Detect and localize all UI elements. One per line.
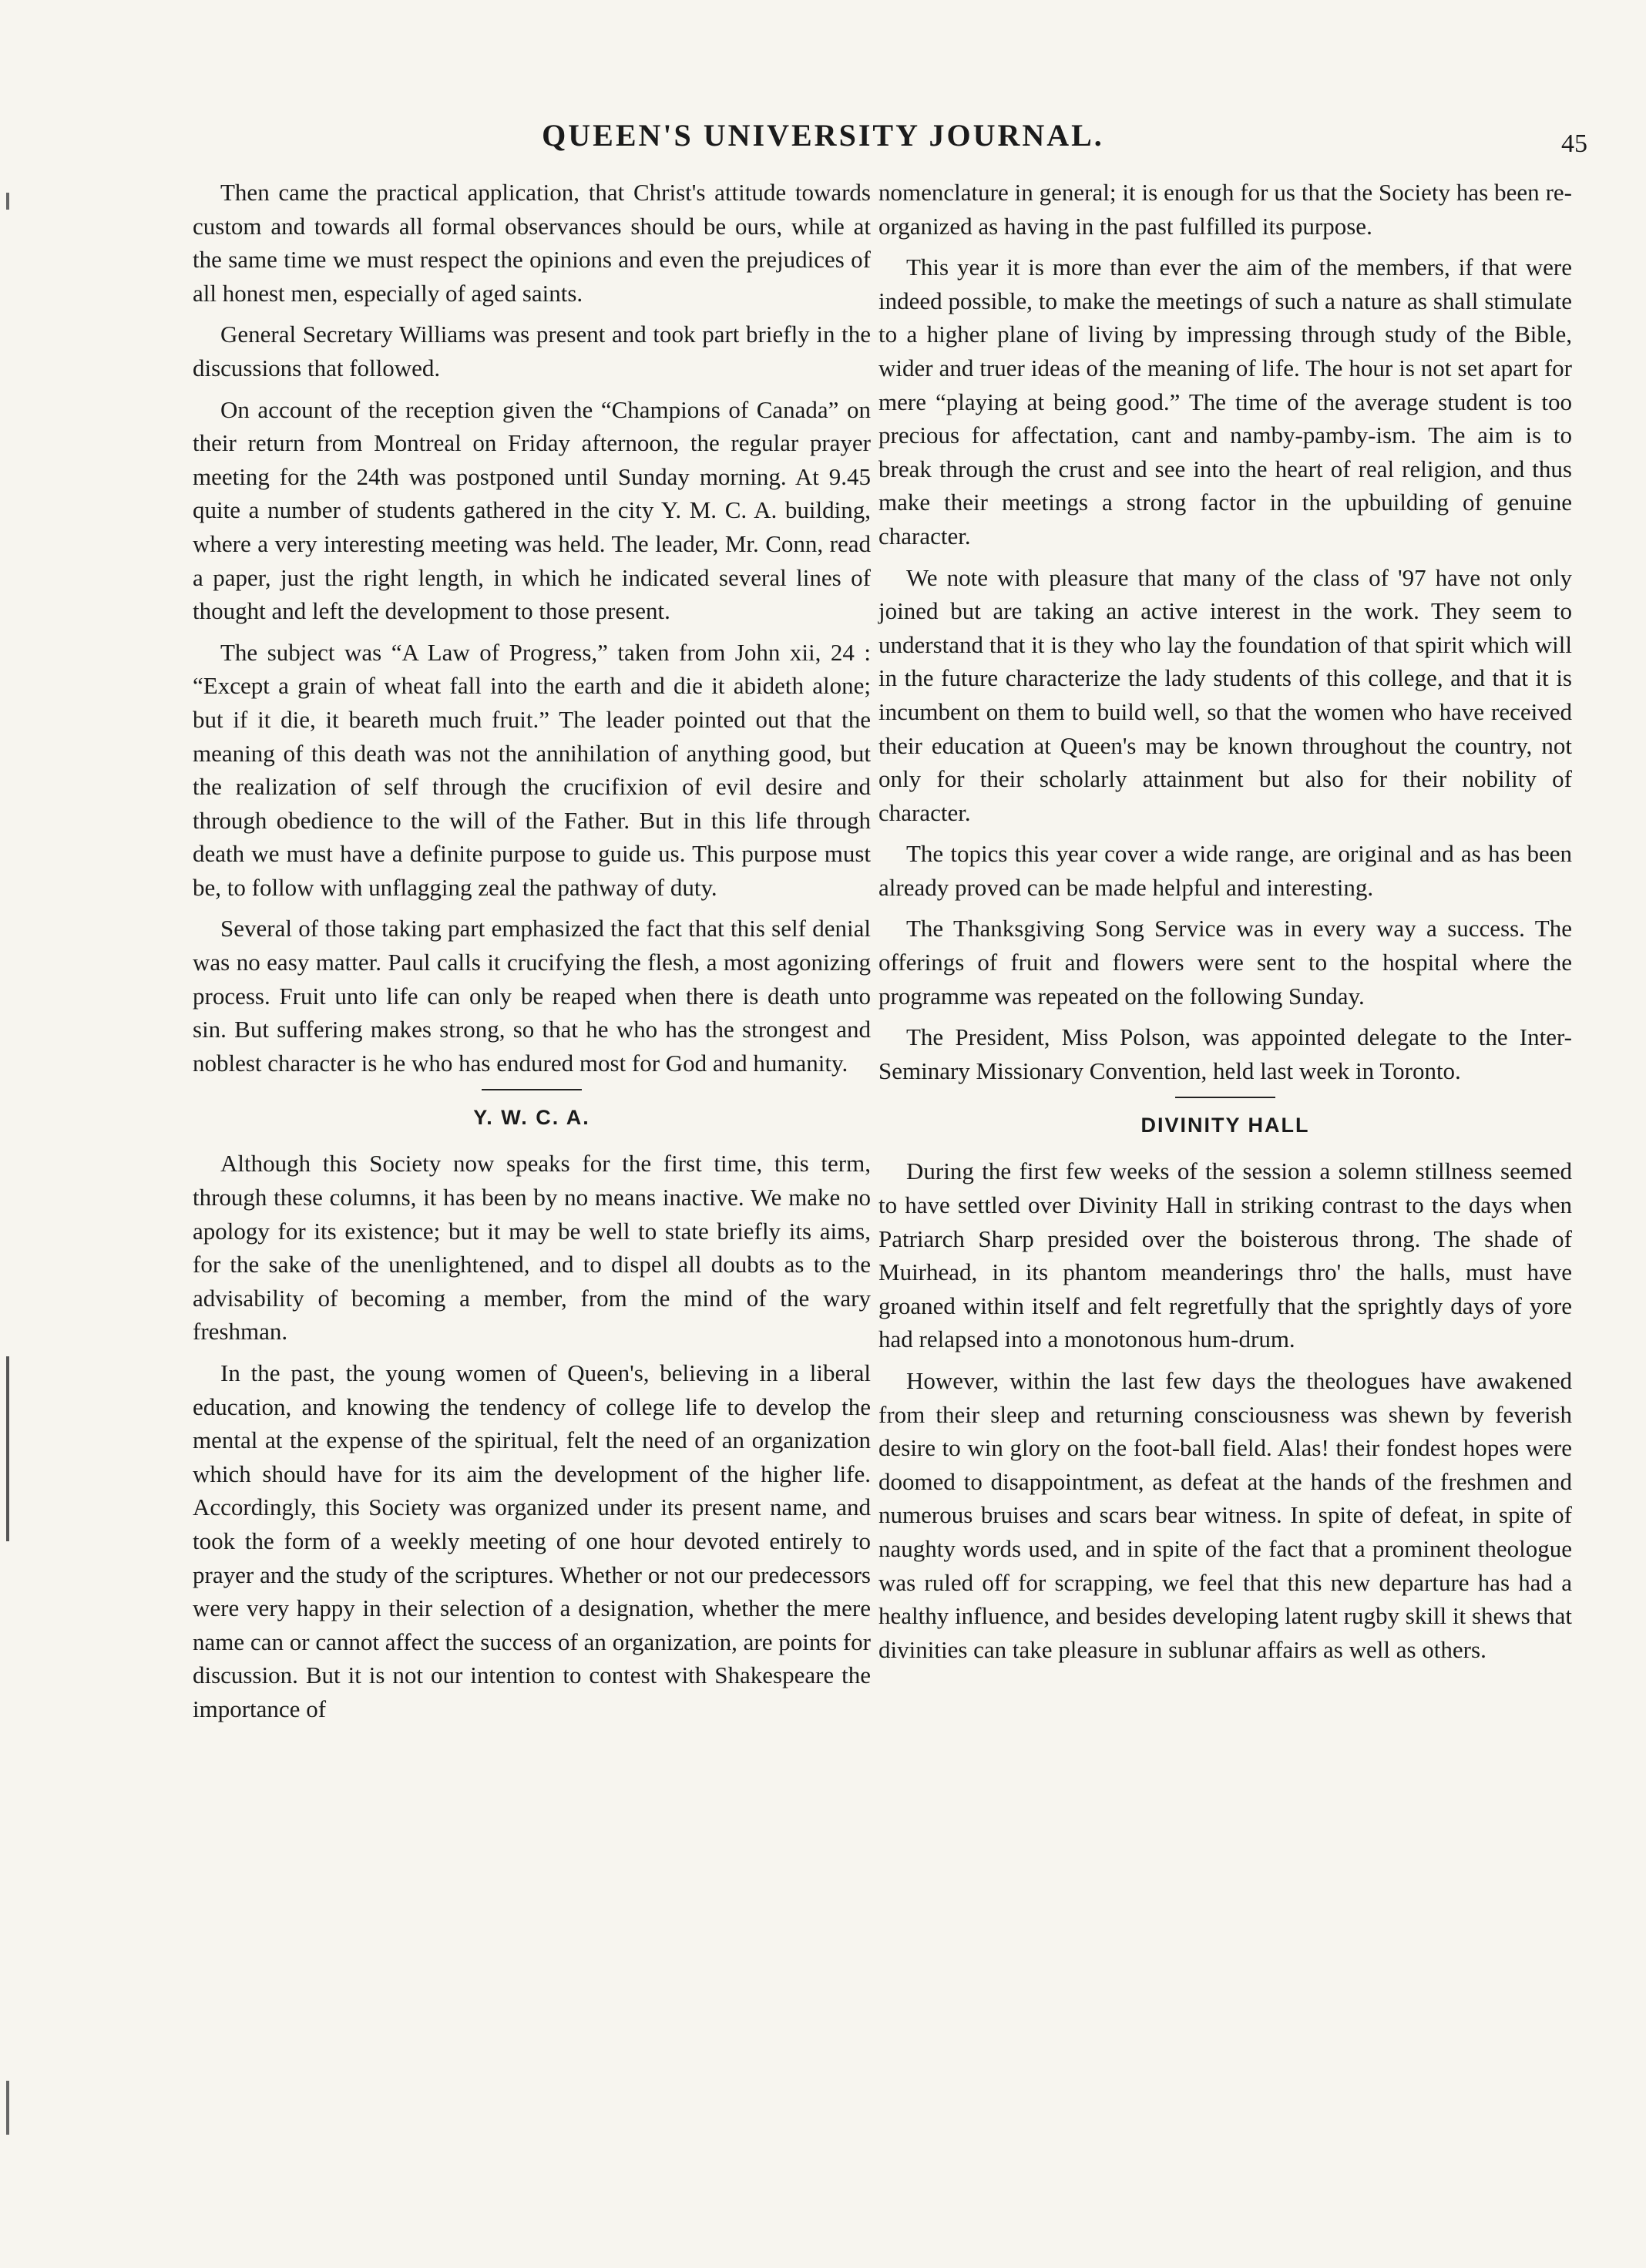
right-column <box>878 176 1572 1674</box>
ywca-continued <box>878 176 1572 1087</box>
left-column <box>193 176 871 1734</box>
margin-scan-mark <box>6 2081 9 2135</box>
section-divider <box>1175 1097 1275 1098</box>
paragraph: Several of those taking part emphasized the fact that this self denial was no easy matter. Paul calls it crucifying the flesh, a most agonizing process. Fruit unto life can only be reaped when there is death unto sin. But suffering makes strong, so that he who has the strongest and noblest character is he who has endured most for God and humanity. <box>193 915 871 1077</box>
paragraph: This year it is more than ever the aim of the members, if that were indeed possible, to make the meetings of such a nature as shall stimulate to a higher plane of living by impressing through study of the Bible, wider and truer ideas of the meaning of life. The hour is not set apart for mere “playing at being good.” The time of the average student is too precious for affectation, cant and namby-pamby-ism. The aim is to break through the crust and see into the heart of real religion, and thus make their meetings a strong factor in the upbuilding of genuine character. <box>878 254 1572 549</box>
paragraph: The Thanksgiving Song Service was in every way a success. The offerings of fruit and flowers were sent to the hospital where the programme was repeated on the following Sunday. <box>878 915 1572 1010</box>
paragraph: On account of the reception given the “Champions of Canada” on their return from Montreal on Friday afternoon, the regular prayer meeting for the 24th was postponed until Sunday morning. At 9.45 quite a number of students gathered in the city Y. M. C. A. building, where a very interesting meeting was held. The leader, Mr. Conn, read a paper, just the right length, in which he indicated several lines of thought and left the development to those present. <box>193 395 871 625</box>
paragraph: The topics this year cover a wide range, are original and as has been already proved can be made helpful and interesting. <box>878 840 1572 901</box>
section-divider <box>482 1089 582 1090</box>
journal-title: QUEEN'S UNIVERSITY JOURNAL. <box>542 118 1104 153</box>
margin-scan-mark <box>6 1356 9 1541</box>
page-number: 45 <box>1561 129 1587 158</box>
ymca-report <box>193 176 871 1080</box>
paragraph: Then came the practical application, that Christ's attitude towards custom and towards all formal observances should be ours, while at the same time we must respect the opinions and even the prejudices of all honest men, especially of aged saints. <box>193 179 871 307</box>
divinity-section-title: DIVINITY HALL <box>1140 1114 1310 1137</box>
divinity-section <box>878 1154 1572 1666</box>
paragraph: General Secretary Williams was present and took part briefly in the discussions that followed. <box>193 321 871 381</box>
paragraph: During the first few weeks of the session a solemn stillness seemed to have settled over Divinity Hall in striking contrast to the days when Patriarch Sharp presided over the boisterous throng. The shade of Muirhead, in its phantom meanderings thro' the halls, must have groaned within itself and felt regretfully that the sprightly days of yore had relapsed into a monotonous hum-drum. <box>878 1158 1572 1353</box>
paragraph: However, within the last few days the theologues have awakened from their sleep and returning consciousness was shewn by feverish desire to win glory on the foot-ball field. Alas! their fondest hopes were doomed to disappointment, as defeat at the hands of the freshmen and numerous bruises and scars bear witness. In spite of defeat, in spite of naughty words used, and in spite of the fact that a prominent theologue was ruled off for scrapping, we feel that this new departure has had a healthy influence, and besides developing latent rugby skill it shews that divinities can take pleasure in sublunar affairs as well as others. <box>878 1367 1572 1663</box>
paragraph: nomenclature in general; it is enough for us that the Society has been re-organized as having in the past fulfilled its purpose. <box>878 179 1572 240</box>
ywca-section <box>193 1147 871 1725</box>
paragraph: In the past, the young women of Queen's, believing in a liberal education, and knowing the tendency of college life to develop the mental at the expense of the spiritual, felt the need of an organization which should have for its aim the development of the higher life. Accordingly, this Society was organized under its present name, and took the form of a weekly meeting of one hour devoted entirely to prayer and the study of the scriptures. Whether or not our predecessors were very happy in their selection of a designation, whether the mere name can or cannot affect the success of an organization, are points for discussion. But it is not our intention to contest with Shakespeare the importance of <box>193 1359 871 1722</box>
paragraph: The President, Miss Polson, was appointed delegate to the Inter-Seminary Missionary Convention, held last week in Toronto. <box>878 1023 1572 1084</box>
paragraph: The subject was “A Law of Progress,” taken from John xii, 24 : “Except a grain of wheat fall into the earth and die it abideth alone; but if it die, it beareth much fruit.” The leader pointed out that the meaning of this death was not the annihilation of anything good, but the realization of self through the crucifixion of evil desire and through obedience to the will of the Father. But in this life through death we must have a definite purpose to guide us. This purpose must be, to follow with unflagging zeal the pathway of duty. <box>193 638 871 901</box>
ywca-section-title: Y. W. C. A. <box>473 1106 590 1130</box>
margin-scan-mark <box>6 193 9 210</box>
paragraph: Although this Society now speaks for the first time, this term, through these columns, it has been by no means inactive. We make no apology for its existence; but it may be well to state briefly its aims, for the sake of the unenlightened, and to dispel all doubts as to the advisability of becoming a member, from the mind of the wary freshman. <box>193 1150 871 1346</box>
paragraph: We note with pleasure that many of the class of '97 have not only joined but are taking an active interest in the work. They seem to understand that it is they who lay the foundation of that spirit which will in the future characterize the lady students of this college, and that it is incumbent on them to build well, so that the women who have received their education at Queen's may be known throughout the country, not only for their scholarly attainment but also for their nobility of character. <box>878 563 1572 826</box>
